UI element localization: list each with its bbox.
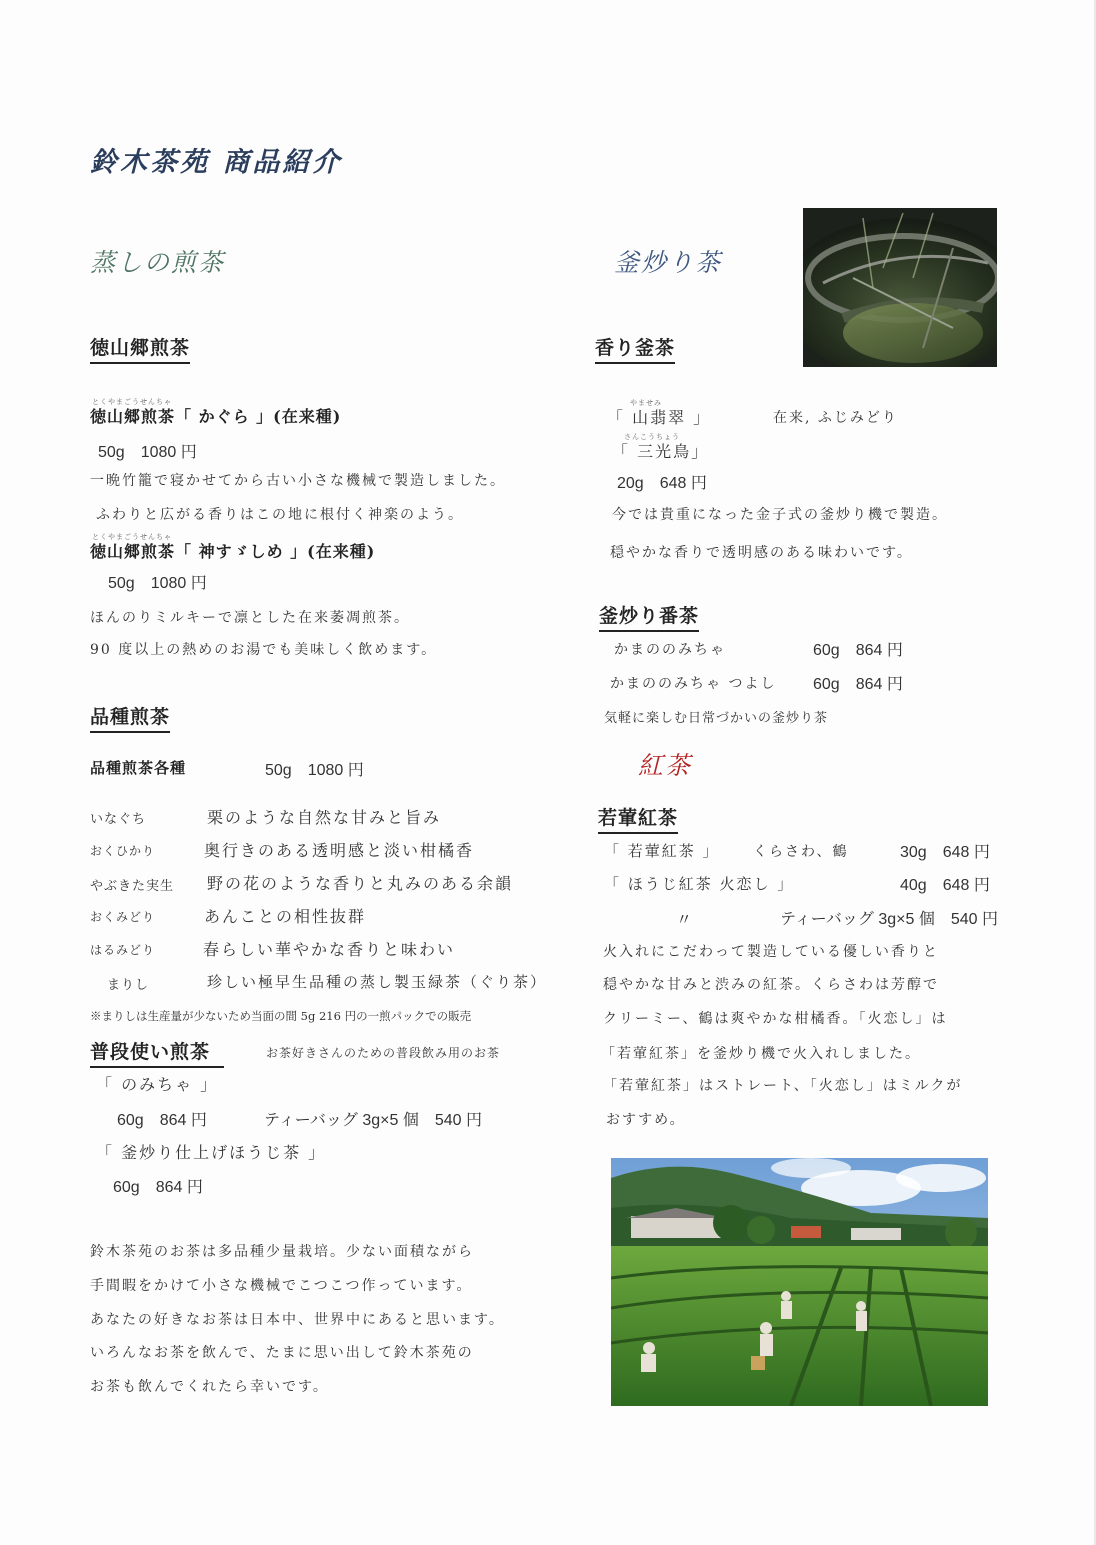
wakasagi-desc-line: 「若葷紅茶」を釜炒り機で火入れしました。 bbox=[601, 1046, 921, 1062]
closing-line: 手間暇をかけて小さな機械でこつこつ作っています。 bbox=[90, 1278, 473, 1294]
closing-line: 鈴木茶苑のお茶は多品種少量栽培。少ない面積ながら bbox=[90, 1244, 474, 1260]
variety-name: おくひかり bbox=[90, 844, 156, 858]
item-nomicha-price: 60g 864 円 bbox=[117, 1112, 207, 1129]
item-kamisuzushime-desc-2: 90 度以上の熱めのお湯でも美味しく飲めます。 bbox=[90, 642, 438, 658]
item-kamisuzushime-desc-1: ほんのりミルキーで凛とした在来萎凋煎茶。 bbox=[90, 610, 410, 626]
heading-wakasagi: 若葷紅茶 bbox=[598, 803, 678, 834]
section-heading-mushi: 蒸しの煎茶 bbox=[90, 248, 226, 277]
variety-name: おくみどり bbox=[90, 910, 156, 924]
item-kagura-price: 50g 1080 円 bbox=[98, 444, 197, 461]
item-kagura-desc-2: ふわりと広がる香りはこの地に根付く神楽のよう。 bbox=[96, 507, 464, 523]
variety-name: やぶきた実生 bbox=[90, 879, 175, 894]
variety-name: いなぐち bbox=[90, 812, 147, 827]
variety-desc: 奥行きのある透明感と淡い柑橘香 bbox=[204, 841, 475, 860]
heading-bancha: 釜炒り番茶 bbox=[599, 601, 699, 632]
section-heading-koucha: 紅茶 bbox=[638, 751, 693, 780]
variety-desc: あんことの相性抜群 bbox=[204, 907, 367, 926]
wakasagi-item2-name: 「 ほうじ紅茶 火恋し 」 bbox=[604, 875, 795, 893]
wakasagi-desc-line: 穏やかな甘みと渋みの紅茶。くらさわは芳醇で bbox=[603, 977, 939, 993]
bancha-item2-name: かまののみちゃ つよし bbox=[610, 676, 777, 692]
wakasagi-desc-line: おすすめ。 bbox=[606, 1112, 686, 1128]
ruby-tokuyama-1: とくやまごうせんちゃ bbox=[92, 398, 172, 406]
wakasagi-item1-kind: くらさわ、鶴 bbox=[753, 844, 849, 860]
closing-line: お茶も飲んでくれたら幸いです。 bbox=[90, 1379, 329, 1395]
item-nomicha-name: 「 のみちゃ 」 bbox=[96, 1075, 219, 1094]
wakasagi-bag: ティーバッグ 3g×5 個 540 円 bbox=[780, 911, 998, 928]
variety-desc: 栗のような自然な甘みと旨み bbox=[207, 808, 442, 827]
variety-desc: 珍しい極早生品種の蒸し製玉緑茶（ぐり茶） bbox=[207, 973, 548, 991]
wakasagi-desc-line: 火入れにこだわって製造している優しい香りと bbox=[603, 944, 939, 960]
item-houjicha-name: 「 釜炒り仕上げほうじ茶 」 bbox=[96, 1143, 327, 1162]
kaori-desc-1: 今では貴重になった金子式の釜炒り機で製造。 bbox=[612, 507, 948, 523]
hinshu-all-label: 品種煎茶各種 bbox=[90, 759, 187, 777]
wakasagi-ditto: 〃 bbox=[676, 910, 695, 929]
wakasagi-item1-name: 「 若葷紅茶 」 bbox=[604, 842, 720, 860]
closing-line: いろんなお茶を飲んで、たまに思い出して鈴木茶苑の bbox=[90, 1345, 474, 1361]
kaori-desc-2: 穏やかな香りで透明感のある味わいです。 bbox=[610, 545, 913, 561]
item-kagura-desc-1: 一晩竹籠で寝かせてから古い小さな機械で製造しました。 bbox=[90, 473, 506, 489]
item-sankouchou-name: 「 三光鳥」 bbox=[612, 442, 710, 461]
kamairi-pan-photo bbox=[803, 208, 997, 367]
item-kagura-name: 徳山郷煎茶「 かぐら 」(在来種) bbox=[90, 407, 342, 426]
heading-hinshu: 品種煎茶 bbox=[90, 702, 170, 733]
item-kamisuzushime-price: 50g 1080 円 bbox=[108, 575, 207, 592]
ruby-sankouchou: さんこうちょう bbox=[624, 433, 680, 441]
bancha-desc: 気軽に楽しむ日常づかいの釜炒り茶 bbox=[604, 711, 829, 726]
item-yamasemi-name: 「 山翡翠 」 bbox=[607, 408, 712, 427]
hinshu-all-price: 50g 1080 円 bbox=[265, 762, 364, 779]
tea-field-photo bbox=[611, 1158, 988, 1406]
page-title: 鈴木茶苑 商品紹介 bbox=[90, 147, 343, 178]
ruby-tokuyama-2: とくやまごうせんちゃ bbox=[92, 533, 172, 541]
bancha-item1-price: 60g 864 円 bbox=[813, 642, 903, 659]
closing-line: あなたの好きなお茶は日本中、世界中にあると思います。 bbox=[90, 1312, 505, 1328]
item-nomicha-bag: ティーバッグ 3g×5 個 540 円 bbox=[264, 1112, 482, 1129]
fudan-subtitle: お茶好きさんのための普段飲み用のお茶 bbox=[266, 1046, 501, 1060]
heading-fudan: 普段使い煎茶 bbox=[90, 1037, 224, 1068]
bancha-item1-name: かまののみちゃ bbox=[614, 642, 726, 658]
item-kamisuzushime-name: 徳山郷煎茶「 神すゞしめ 」(在来種) bbox=[90, 542, 376, 561]
wakasagi-item2-price: 40g 648 円 bbox=[900, 877, 990, 894]
section-heading-kamairi: 釜炒り茶 bbox=[614, 248, 723, 277]
variety-name: まりし bbox=[107, 978, 150, 993]
item-yamasemi-kind: 在来, ふじみどり bbox=[773, 410, 898, 426]
wakasagi-desc-line: 「若葷紅茶」はストレート、「火恋し」はミルクが bbox=[603, 1078, 963, 1094]
item-houjicha-price: 60g 864 円 bbox=[113, 1179, 203, 1196]
bancha-item2-price: 60g 864 円 bbox=[813, 676, 903, 693]
kaori-price: 20g 648 円 bbox=[617, 475, 707, 492]
ruby-yamasemi: やませみ bbox=[630, 399, 662, 407]
variety-desc: 野の花のような香りと丸みのある余韻 bbox=[207, 874, 514, 893]
wakasagi-item1-price: 30g 648 円 bbox=[900, 844, 990, 861]
heading-kaori: 香り釜茶 bbox=[595, 333, 675, 364]
hinshu-note: ※まりしは生産量が少ないため当面の間 5g 216 円の一煎パックでの販売 bbox=[90, 1009, 472, 1023]
variety-name: はるみどり bbox=[90, 943, 156, 957]
heading-tokuyama: 徳山郷煎茶 bbox=[90, 333, 190, 364]
wakasagi-desc-line: クリーミー、鶴は爽やかな柑橘香。「火恋し」は bbox=[603, 1011, 948, 1027]
variety-desc: 春らしい華やかな香りと味わい bbox=[203, 940, 456, 959]
